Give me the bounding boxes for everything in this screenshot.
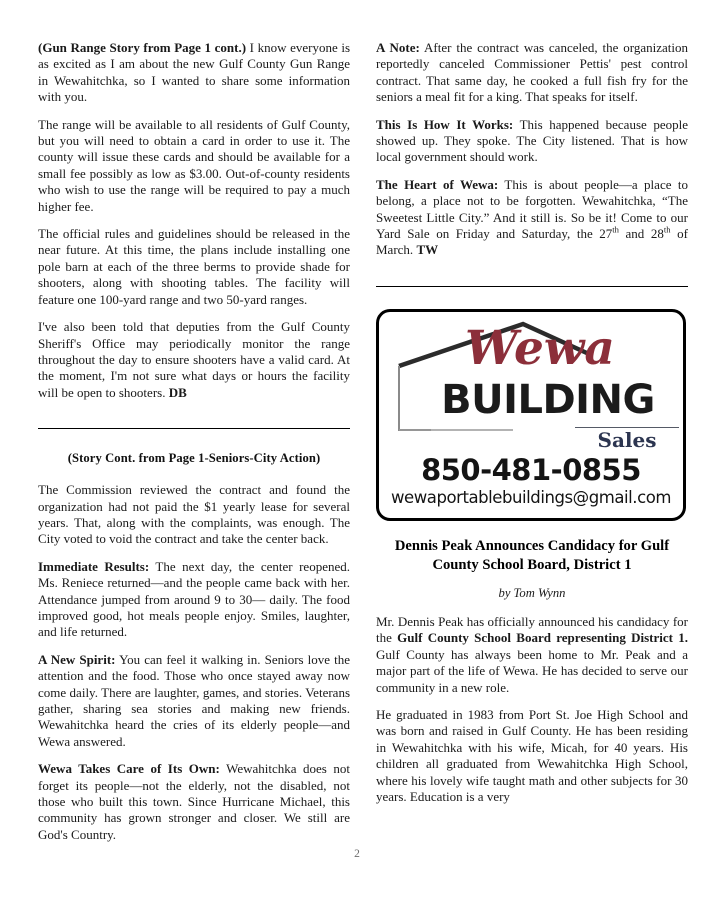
a-note-text: After the contract was canceled, the organization reportedly canceled Commissioner Pettis' pest control contract. That same day, he cooked a full fish fry for the seniors a meal fit for a king. That speaks for itself. — [376, 40, 688, 105]
advertisement-content — [379, 312, 683, 518]
new-spirit-lead: A New Spirit: — [38, 651, 116, 667]
gun-range-initials: DB — [168, 384, 187, 400]
heart-of-wewa-initials: TW — [416, 242, 439, 258]
how-it-works-text: This happened because people showed up. They spoke. The City listened. That is how local government should work. — [376, 116, 688, 165]
peak-paragraph-1-after: Gulf County has always been home to Mr. Peak and a major part of the life of Wewa. He has decided to serve our community in a new role. — [376, 646, 688, 695]
gun-range-paragraph-4 — [38, 319, 350, 401]
a-note-lead: A Note: — [376, 40, 420, 55]
date-ordinal-27: th — [612, 224, 619, 235]
wewa-building-sales-advertisement[interactable] — [376, 309, 686, 521]
heart-of-wewa-text-after: of March. — [376, 226, 688, 258]
gun-range-paragraph-2: The range will be available to all residents of Gulf County, but you will need to obtain a card in order to use it. The county will issue these cards and should be available for a small fee possibly as low as $3.00. Out-of-county residents who wish to use the range will be required to pay a much higher fee. — [38, 116, 350, 214]
a-note-paragraph — [376, 40, 688, 106]
immediate-results-text: The next day, the center reopened. Ms. Reniece returned—and the people came back with her. Attendance jumped from around 9 to 30— daily. The food improved good, hot meals people enjoy. Smiles, laughter, and life returned. — [38, 558, 350, 640]
takes-care-lead: Wewa Takes Care of Its Own: — [38, 761, 220, 777]
peak-paragraph-1 — [376, 614, 688, 696]
two-column-layout — [38, 40, 688, 850]
takes-care-text: Wewahitchka does not forget its people—not the elderly, not the disabled, not those who built this town. Since Hurricane Michael, this community has grown stronger and closer. We still are God's Country. — [38, 761, 350, 842]
heart-of-wewa-lead: The Heart of Wewa: — [376, 176, 499, 192]
heart-of-wewa-paragraph — [376, 177, 688, 259]
heart-of-wewa-text: This is about people—a place to belong, a place not to be forgotten. Wewahitchka, “The Sweetest Little City.” And it still is. So be it! Come to our Yard Sale on Friday and Saturday, the 27 — [376, 176, 688, 242]
gun-range-paragraph-4-text: I've also been told that deputies from the Gulf County Sheriff's Office may periodically monitor the range throughout the day to ensure shooters have a valid card. At the moment, I'm not sure what days or hours the facility will be open to shooters. — [38, 319, 350, 400]
seniors-paragraph-immediate-results — [38, 559, 350, 641]
advertisement-sales-word: Sales — [597, 427, 657, 452]
peak-board-district-bold: Gulf County School Board representing District 1. — [397, 630, 688, 646]
page-number: 2 — [354, 848, 360, 860]
gun-range-paragraph-3: The official rules and guidelines should be released in the near future. At this time, the plans include installing one pole barn at each of the three berms to provide shade for shooters, along with shooting tables. The facility will feature one 100-yard range and two 50-yard ranges. — [38, 226, 350, 307]
seniors-paragraph-takes-care — [38, 761, 350, 843]
seniors-paragraph-1: The Commission reviewed the contract and found the organization had not paid the $1 yearly lease for several years. That, along with the complaints, was enough. The City voted to void the contract and take the center back. — [38, 482, 350, 547]
peak-paragraph-2: He graduated in 1983 from Port St. Joe High School and was born and raised in Gulf County. He has been residing in Wewahitchka with his wife, Micah, for 40 years. His children all graduated from Wewahitchka High School, where his lovely wife taught math and other subjects for 30 years. Education is a very — [376, 706, 688, 804]
gun-range-paragraph-1-text: I know everyone is as excited as I am about the new Gulf County Gun Range in Wewahitchka, so I wanted to share some information with you. — [38, 40, 351, 105]
right-column-divider — [376, 286, 688, 287]
advertisement-main-wordmark: BUILDING — [441, 376, 655, 423]
peak-article-byline: by Tom Wynn — [498, 585, 566, 600]
seniors-paragraph-new-spirit — [38, 652, 350, 750]
advertisement-email-address[interactable]: wewaportablebuildings@gmail.com — [391, 487, 671, 507]
left-column-divider — [38, 428, 350, 429]
advertisement-script-wordmark: Wewa — [465, 320, 615, 376]
right-column — [376, 40, 688, 850]
seniors-section-heading: (Story Cont. from Page 1-Seniors-City Action) — [67, 451, 321, 466]
gun-range-paragraph-1 — [38, 40, 350, 106]
gun-range-lead: (Gun Range Story from Page 1 cont.) — [38, 40, 247, 55]
how-it-works-paragraph — [376, 117, 688, 166]
how-it-works-lead: This Is How It Works: — [376, 116, 514, 132]
heart-of-wewa-text-between: and 28 — [618, 226, 664, 242]
left-column — [38, 40, 350, 850]
peak-paragraph-1-before: Mr. Dennis Peak has officially announced his candidacy for the — [376, 613, 688, 646]
date-ordinal-28: th — [663, 224, 671, 235]
immediate-results-lead: Immediate Results: — [38, 558, 150, 574]
peak-article-headline: Dennis Peak Announces Candidacy for Gulf County School Board, District 1 — [394, 537, 670, 573]
advertisement-phone-number[interactable]: 850-481-0855 — [421, 452, 641, 487]
new-spirit-text: You can feel it walking in. Seniors love the attention and the food. Those who once stayed away now come daily. There are laughter, games, and stories. Veterans gather, sharing sea stories and making new friends. Wewahitchka heard the cries of its elderly people—and Wewa answered. — [38, 651, 350, 749]
